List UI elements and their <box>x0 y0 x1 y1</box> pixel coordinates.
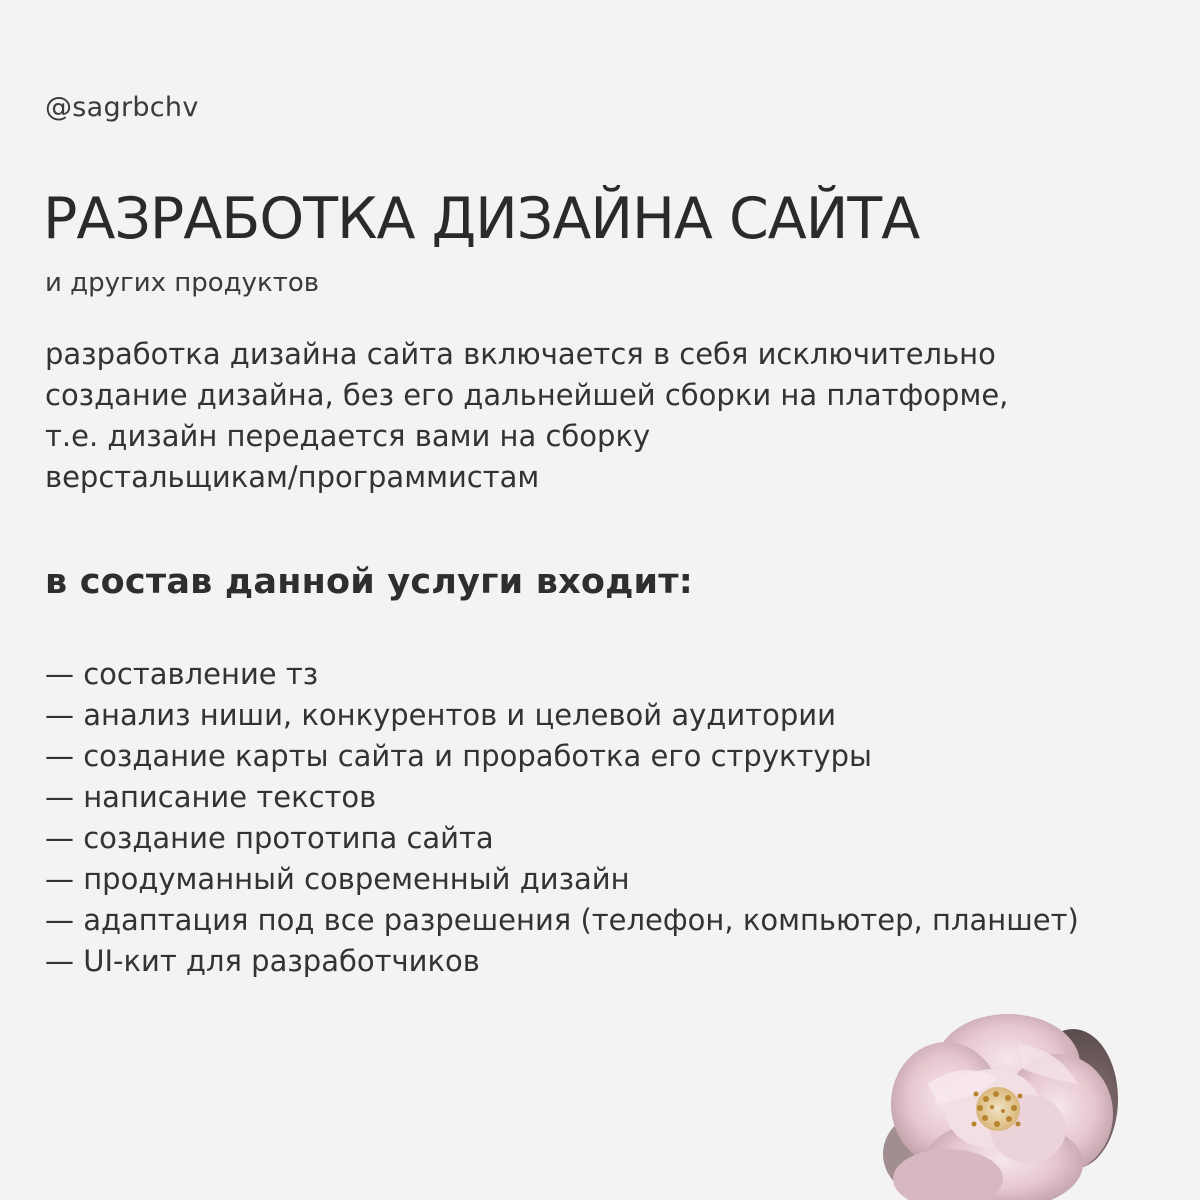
services-list <box>45 654 1175 982</box>
service-item: — продуманный современный дизайн <box>45 862 630 896</box>
service-description <box>45 334 1165 498</box>
includes-heading: в состав данной услуги входит: <box>45 562 693 602</box>
service-item: — составление тз <box>45 657 319 691</box>
description-line: т.е. дизайн передается вами на сборку <box>45 419 651 453</box>
pink-flower-icon <box>868 1004 1138 1200</box>
page-subtitle: и других продуктов <box>45 268 320 298</box>
description-line: разработка дизайна сайта включается в себя исключительно <box>45 337 996 371</box>
service-item: — анализ ниши, конкурентов и целевой аудитории <box>45 698 836 732</box>
service-item: — написание текстов <box>45 780 377 814</box>
description-line: верстальщикам/программистам <box>45 460 540 494</box>
service-item: — UI-кит для разработчиков <box>45 944 480 978</box>
description-line: создание дизайна, без его дальнейшей сборки на платформе, <box>45 378 1009 412</box>
service-item: — создание карты сайта и проработка его структуры <box>45 739 872 773</box>
author-handle: @sagrbchv <box>45 92 199 123</box>
service-item: — создание прототипа сайта <box>45 821 494 855</box>
page-title: РАЗРАБОТКА ДИЗАЙНА САЙТА <box>43 186 920 252</box>
service-item: — адаптация под все разрешения (телефон, компьютер, планшет) <box>45 903 1079 937</box>
